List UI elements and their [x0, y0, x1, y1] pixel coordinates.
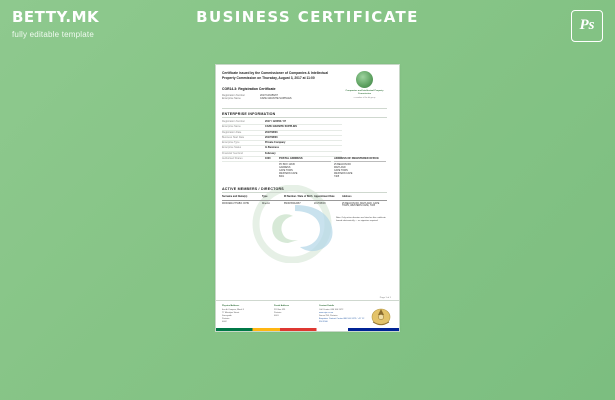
- footer-line: Pretoria: [274, 311, 282, 314]
- footer-line: the dti Campus, Block F: [222, 308, 245, 311]
- footer-line: Docex 256, Pretoria: [319, 314, 338, 317]
- postal-address-line: CAPE TOWN: [279, 169, 293, 172]
- coat-of-arms-icon: [369, 306, 393, 328]
- cell-name: MOKOENA THABO JOHN: [222, 202, 250, 205]
- footer-contact-details: [319, 305, 367, 323]
- cipc-logo: [342, 71, 387, 99]
- cipc-logo-subtext: a member of the dti group: [353, 97, 376, 99]
- footer-line: Sunnyside: [222, 314, 232, 317]
- field-label: Registration Date: [222, 130, 242, 134]
- field-label: Registration Number: [222, 120, 245, 123]
- header-line-2: Property Commission on Thursday, August 3, 2017 at 11:00: [222, 75, 315, 80]
- header-registration-rows: [222, 94, 334, 101]
- cipc-emblem-icon: [356, 71, 373, 88]
- page-number: Page 1 of 1: [379, 297, 391, 299]
- postal-address-line: PO BOX 12345: [279, 163, 295, 166]
- certificate-header: [222, 71, 334, 80]
- field-value: 2017/08/03: [265, 135, 278, 139]
- header-line-1: Certificate issued by the Commissioner of Companies & Intellectual: [222, 71, 329, 75]
- registered-office-line: 25 BEACON RD: [334, 163, 351, 166]
- footer-line: Pretoria: [222, 317, 230, 320]
- cell-address: 25 BEACON RD, MAITLAND, CAPE TOWN, WESTERN CAPE, 7405: [342, 202, 380, 207]
- page-title: BUSINESS CERTIFICATE: [196, 8, 419, 26]
- registered-office-title: ADDRESS OF REGISTERED OFFICE: [334, 157, 386, 162]
- postal-address-line: 8001: [279, 176, 285, 179]
- field-value: 2017/08/03: [265, 130, 278, 134]
- postal-address-title: POSTAL ADDRESS: [279, 157, 331, 162]
- footer-line: 77 Meintjies Street: [222, 311, 240, 314]
- header-reg-value: 2017/123456/07: [260, 94, 279, 97]
- field-value: 1000: [265, 157, 271, 161]
- registered-office-line: WESTERN CAPE: [334, 173, 353, 176]
- column-header-id: ID Number / Date of Birth: [284, 195, 313, 198]
- cell-date: 2017/08/03: [314, 202, 326, 205]
- top-banner: [0, 0, 615, 58]
- divider-enterprise: [222, 117, 387, 118]
- header-reg-value: CAPE GRANITE SUPPLIES: [260, 97, 292, 101]
- directors-table: [222, 195, 387, 207]
- footer-heading: Contact Details: [319, 305, 335, 307]
- registered-office-line: 7405: [334, 176, 340, 179]
- column-header-address: Address: [342, 195, 352, 198]
- postal-address-line: GARDENS: [279, 166, 291, 169]
- footer-physical-address: [222, 305, 270, 323]
- table-note-line: Note: Only active directors are listed on this certificate.: [336, 217, 387, 219]
- field-value: February: [265, 151, 276, 155]
- field-label: Financial Year End: [222, 151, 243, 155]
- photoshop-icon: Ps: [571, 10, 603, 42]
- registered-office-line: MAITLAND: [334, 166, 346, 169]
- footer-line: PO Box 429: [274, 308, 286, 311]
- table-notes: [336, 217, 388, 223]
- divider-top: [222, 108, 387, 109]
- column-header-date: Appointment Date: [314, 195, 335, 198]
- brand-subtitle: fully editable template: [12, 30, 94, 39]
- footer-line: Call Centre: 086 100 2472: [319, 308, 344, 311]
- footer-line: 0001: [274, 314, 279, 317]
- field-label: Enterprise Name: [222, 125, 241, 129]
- footer-enquiries: Enquiries: Contact Centre 086 100 2472 / +27 12 394 9500: [319, 317, 365, 323]
- registered-office-line: CAPE TOWN: [334, 169, 348, 172]
- field-label: Business Start Date: [222, 135, 245, 139]
- header-reg-label: Enterprise Name: [222, 97, 241, 101]
- certificate-document[interactable]: [215, 64, 400, 332]
- cell-type: Director: [262, 202, 271, 205]
- cipc-logo-text: Companies and Intellectual Property Commission: [345, 90, 384, 95]
- footer-heading: Physical Address: [222, 305, 240, 307]
- header-reg-label: Registration Number: [222, 94, 245, 97]
- form-code: COR14.3: Registration Certificate: [222, 87, 276, 91]
- table-note-line: Issued electronically — no signature required.: [336, 220, 379, 222]
- header-reg-row: [222, 97, 334, 100]
- field-value: In Business: [265, 146, 280, 150]
- brand-logo: BETTY.MK: [12, 8, 100, 26]
- field-value: CAPE GRANITE SUPPLIES: [265, 125, 297, 129]
- column-header-type: Type: [262, 195, 268, 198]
- postal-address-line: WESTERN CAPE: [279, 173, 298, 176]
- footer-heading: Postal Address: [274, 305, 290, 307]
- section-title-directors: ACTIVE MEMBERS / DIRECTORS: [222, 187, 284, 191]
- table-row: [222, 201, 387, 207]
- field-value: 2017 / 123456 / 07: [265, 120, 286, 123]
- footer-postal-address: [274, 305, 314, 318]
- footer-line: 0002: [222, 320, 227, 323]
- field-label: Enterprise Type: [222, 141, 240, 145]
- footer-link[interactable]: www.cipc.co.za: [319, 311, 334, 314]
- field-value: Private Company: [265, 141, 286, 145]
- section-title-enterprise: ENTERPRISE INFORMATION: [222, 112, 276, 116]
- field-label: Authorised Shares: [222, 157, 243, 161]
- flag-stripe: [216, 328, 399, 331]
- divider-directors: [222, 192, 387, 193]
- document-footer: [216, 300, 399, 331]
- registered-office-block: [334, 157, 386, 180]
- column-header-name: Surname and Name(s): [222, 195, 248, 198]
- field-label: Enterprise Status: [222, 146, 242, 150]
- postal-address-block: [279, 157, 331, 180]
- cell-id: 8503155012087: [284, 202, 301, 205]
